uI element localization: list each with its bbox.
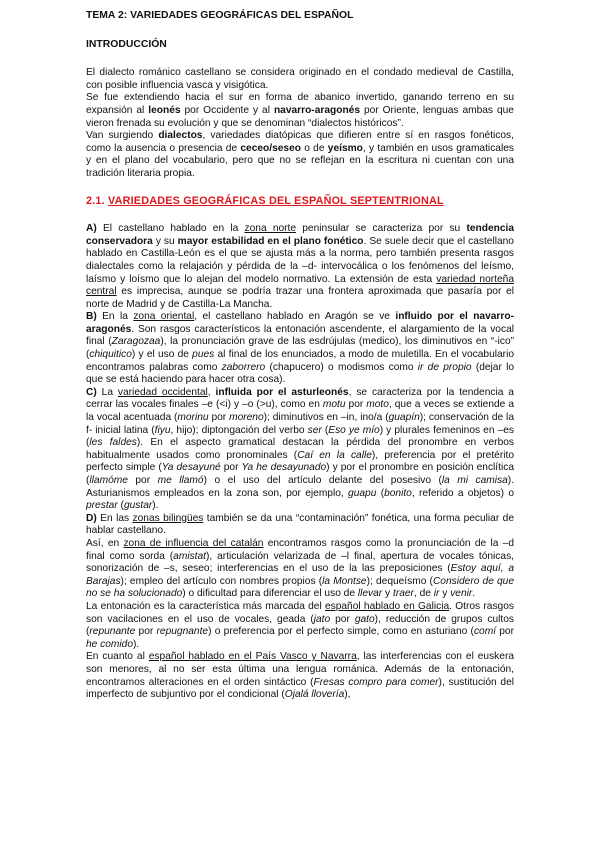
text-run: ); diminutivos en –in, ino/a ( [263, 412, 389, 424]
paragraph-d-pais-vasco [86, 651, 514, 701]
text-run: es imprecisa, aunque se podría trazar una frontera aproximada que pasaría por el norte de Madrid y de Castilla-La Mancha. [86, 286, 514, 310]
text-run: ) y plurales femeninos en –es ( [86, 424, 514, 449]
bold-text: mayor estabilidad en el plano fonético [177, 235, 364, 247]
italic-text: Zaragozaa [111, 336, 161, 348]
text-run: , las interferencias con el euskera son menores, al no ser esta última una lengua románica. Además de la entonación, encontramos alteraciones en el orden sintáctico ( [86, 651, 514, 688]
underlined-text: variedad occidental [117, 386, 208, 398]
text-run: Van surgiendo [86, 130, 159, 142]
italic-text: repunante [89, 626, 136, 638]
text-run: ); conservación de la f- inicial latina ( [86, 412, 514, 436]
bold-term-ceceo-seseo: ceceo/seseo [240, 142, 301, 154]
text-run: ). En el aspecto gramatical destacan la pérdida del pronombre en verbos habitualmente usados como pronominales ( [86, 437, 514, 461]
text-run: ), la pronunciación grave de las esdrújulas (medico), los diminutivos en “-ico” ( [86, 336, 514, 361]
italic-text: zaborrero [221, 361, 266, 373]
bold-text: C) [86, 386, 97, 398]
bold-text: influido por el navarro-aragonés [86, 311, 514, 335]
text-run: también se da una “contaminación” fonética, una forma peculiar de hablar castellano. [86, 512, 515, 537]
text-run: por Oriente, lenguas ambas que vieron frenada su evolución y que se denominan “dialectos históricos”. [86, 104, 514, 129]
intro-heading: INTRODUCCIÓN [86, 38, 167, 50]
text-run: ( [376, 487, 385, 499]
paragraph-b [86, 311, 514, 387]
text-run: , de [413, 588, 434, 600]
text-run: ); dequeísmo ( [366, 575, 433, 587]
text-run: ( [117, 500, 124, 512]
paragraph-d-galicia [86, 601, 514, 651]
section-heading [86, 195, 514, 208]
text-run: (chapucero) o modismos como [265, 361, 418, 373]
intro-paragraph-3 [86, 130, 514, 180]
text-run: por Occidente y al [180, 104, 274, 116]
text-run: por [496, 626, 514, 638]
text-run: En las [96, 512, 133, 524]
bold-term-yeismo: yeísmo [327, 142, 363, 154]
text-run: ) o dificultad para diferenciar el uso de [182, 588, 358, 600]
bold-text: tendencia conservadora [86, 223, 514, 247]
italic-text: les faldes [89, 437, 137, 449]
text-run: por [135, 626, 157, 638]
bold-text: B) [86, 311, 97, 323]
underlined-text: variedad norteña central [86, 273, 514, 298]
bold-text: D) [86, 512, 97, 524]
text-run: , referido a objetos) o [411, 487, 514, 499]
text-run: y su [152, 235, 178, 247]
italic-text: Ya desayuné [161, 462, 221, 474]
text-run: , y también en usos gramaticales y en el plano del vocabulario, pero que no se reflejan en la escritura ni cuentan con una tradición literaria propia. [86, 142, 514, 179]
text-run: o de [300, 142, 328, 154]
paragraph-c [86, 387, 514, 513]
text-run: ), preferencia por el pretérito perfecto simple ( [86, 449, 514, 474]
text-run: por [330, 613, 355, 625]
text-run: La [96, 386, 118, 398]
bold-term-navarro-aragones: navarro-aragonés [273, 104, 360, 116]
italic-text: gustar [123, 500, 153, 512]
italic-text: Ya he desayunado [241, 462, 327, 474]
italic-text: jato [313, 613, 331, 625]
italic-text: la Montse [322, 575, 367, 587]
italic-text: repugnante [156, 626, 209, 638]
text-run: . Otros rasgos son vacilaciones en el uso de vocales, geada ( [86, 600, 514, 625]
italic-text: he comido [86, 638, 134, 650]
paragraph-d-catalan [86, 538, 514, 601]
text-run: peninsular se caracteriza por su [296, 223, 467, 235]
intro-paragraph-2 [86, 92, 514, 130]
text-run: (dejar lo que se está haciendo para hacer otra cosa). [86, 361, 515, 386]
text-run: ). Asturianismos empleados en la zona son, por ejemplo, [86, 475, 515, 499]
underlined-text: zona norte [244, 223, 297, 235]
bold-text: influida por el asturleonés [215, 386, 349, 398]
bold-text: A) [86, 223, 97, 235]
text-run: ) y por el pronombre en posición enclítica ( [86, 462, 514, 486]
italic-text: me llamó [157, 475, 204, 486]
text-run: encontramos rasgos como la pronunciación de la –d final como sorda ( [86, 537, 514, 562]
italic-text: amistat [173, 550, 207, 562]
text-run: por [127, 475, 158, 486]
italic-text: comí [473, 626, 497, 638]
text-run: por [208, 412, 230, 424]
italic-text: Caí en la calle [297, 449, 372, 461]
text-run: por [220, 462, 242, 474]
text-run: ). [133, 638, 140, 650]
underlined-text: zona de influencia del catalán [123, 537, 264, 549]
italic-text: Estoy aquí, a Barajas [86, 563, 514, 587]
text-run: . [472, 588, 476, 600]
text-run: ) o preferencia por el perfecto simple, como en asturiano ( [208, 626, 474, 638]
italic-text: guapín [388, 412, 420, 424]
text-run: En cuanto al [86, 651, 149, 663]
text-run: ), sustitución del imperfecto de subjuntivo por el condicional ( [86, 676, 514, 701]
text-run: . Son rasgos característicos la entonación ascendente, el alargamiento de la vocal final ( [86, 323, 514, 348]
underlined-text: español hablado en Galicia [324, 600, 450, 612]
underlined-text: zonas bilingües [132, 512, 204, 524]
section-title: VARIEDADES GEOGRÁFICAS DEL ESPAÑOL SEPTENTRIONAL [108, 194, 444, 207]
italic-text: fiyu [154, 424, 171, 436]
italic-text: Considero de que no se ha solucionado [86, 575, 515, 600]
bold-term-leones: leonés [148, 104, 181, 116]
text-run: . Se suele decir que el castellano hablado en Castilla-León es el que se ajusta más a la norma, pero también presenta rasgos dialectales como la relajación y pérdida de la –d- intervocálica o los fenómenos del leísmo, laísmo y loísmo que lo alejan del modelo normativo. La extensión de esta [86, 235, 514, 285]
italic-text: moreno [229, 412, 264, 424]
italic-text: ser [307, 424, 322, 436]
text-run: , hijo); diptongación del verbo [170, 424, 308, 436]
underlined-text: español hablado en el País Vasco y Navarra [148, 651, 357, 663]
italic-text: venir [450, 588, 473, 600]
italic-text: moto [366, 399, 389, 411]
italic-text: la mi camisa [441, 475, 508, 486]
text-run: y [439, 588, 451, 600]
section-number: 2.1. [86, 194, 109, 207]
text-run: al final de los enunciados, a modo de muletilla. En el vocabulario encontramos palabras como [86, 349, 514, 373]
italic-text: guapu [348, 487, 377, 499]
text-run: ( [321, 424, 329, 436]
text-run: ), articulación velarizada de –l final, apertura de vocales tónicas, sonorización de –s, seseo; interferencias en el uso de la las preposiciones ( [86, 550, 514, 575]
text-run: , el castellano hablado en Aragón se ve [194, 311, 396, 323]
italic-text: pues [192, 349, 215, 361]
text-run: ); empleo del artículo con nombres propios ( [120, 575, 323, 587]
text-run: Así, en [86, 537, 124, 549]
italic-text: bonito [384, 487, 412, 499]
text-run: , [207, 386, 216, 398]
underlined-text: zona oriental [133, 311, 195, 323]
italic-text: Eso ye mío [328, 424, 380, 436]
paragraph-a [86, 223, 514, 311]
text-run: , se caracteriza por la tendencia a cerrar las vocales finales –e (<i) y –o (>u), como en [86, 386, 514, 411]
italic-text: ir de propio [417, 361, 472, 373]
text-run: por [345, 399, 367, 411]
italic-text: llamóme [89, 475, 128, 486]
text-run: ), reducción de grupos cultos ( [86, 613, 514, 638]
document-page [86, 10, 514, 702]
text-run: , variedades diatópicas que difieren entre sí en rasgos fonéticos, como la ausencia o presencia de [86, 130, 514, 154]
bold-term-dialectos: dialectos [158, 130, 203, 142]
italic-text: chiquitico [89, 349, 132, 361]
intro-paragraph-1: El dialecto románico castellano se considera originado en el condado medieval de Castilla, con posible influencia vasca y visigótica. [86, 67, 514, 91]
text-run: ), [344, 689, 351, 701]
italic-text: motu [322, 399, 346, 411]
text-run: , que a veces se extiende a la vocal acentuada ( [86, 399, 515, 424]
italic-text: ir [433, 588, 440, 600]
italic-text: traer [392, 588, 414, 600]
text-run: ). [152, 500, 159, 512]
paragraph-d [86, 513, 514, 538]
italic-text: Ojalá llovería [284, 689, 345, 701]
text-run: La entonación es la característica más marcada del [86, 600, 325, 612]
text-run: En la [96, 311, 134, 323]
text-run: y [382, 588, 393, 600]
text-run: ) y el uso de [131, 349, 193, 361]
italic-text: morinu [177, 412, 209, 424]
text-run: El castellano hablado en la [96, 223, 245, 235]
italic-text: gato [354, 613, 375, 625]
text-run: ) o el uso del artículo delante del posesivo ( [203, 475, 442, 486]
page-title: TEMA 2: VARIEDADES GEOGRÁFICAS DEL ESPAÑOL [86, 10, 354, 21]
italic-text: Fresas compro para comer [313, 676, 439, 688]
text-run: Se fue extendiendo hacia el sur en forma de abanico invertido, ganando terreno en su expansión al [86, 92, 514, 116]
italic-text: prestar [86, 500, 118, 512]
italic-text: llevar [357, 588, 383, 600]
